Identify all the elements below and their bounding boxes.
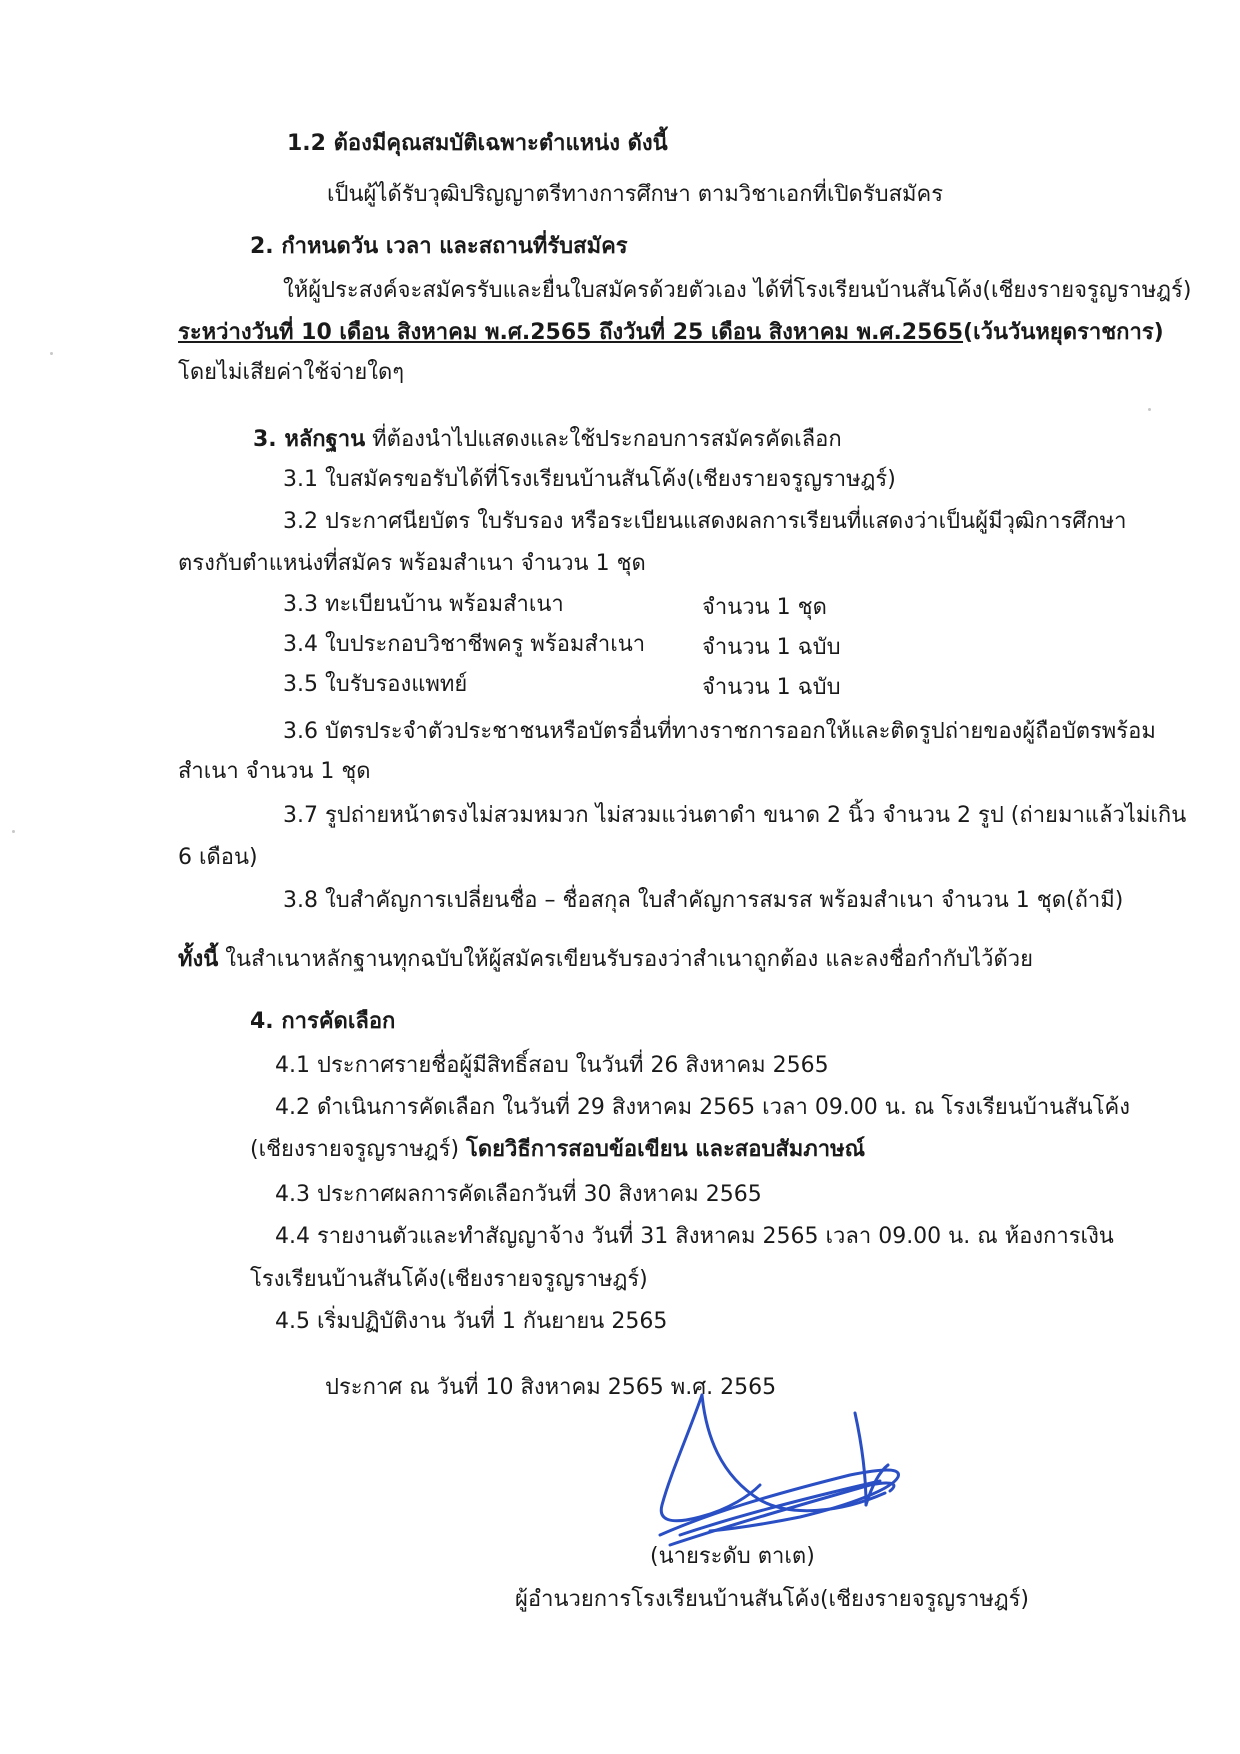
- announcement-date: ประกาศ ณ วันที่ 10 สิงหาคม 2565 พ.ศ. 2565: [325, 1375, 777, 1400]
- item-4-4-line1: 4.4 รายงานตัวและทำสัญญาจ้าง วันที่ 31 สิงหาคม 2565 เวลา 09.00 น. ณ ห้องการเงิน: [275, 1224, 1114, 1249]
- item-3-6-line2: สำเนา จำนวน 1 ชุด: [178, 759, 371, 784]
- item-4-5: 4.5 เริ่มปฏิบัติงาน วันที่ 1 กันยายน 2565: [275, 1309, 668, 1334]
- signer-position: ผู้อำนวยการโรงเรียนบ้านสันโค้ง(เชียงรายจรูญราษฎร์): [515, 1587, 1029, 1612]
- scan-speck: [50, 352, 53, 355]
- item-4-1: 4.1 ประกาศรายชื่อผู้มีสิทธิ์สอบ ในวันที่ 26 สิงหาคม 2565: [275, 1053, 829, 1078]
- note-bold: ทั้งนี้: [178, 947, 219, 972]
- item-3-5-quantity: จำนวน 1 ฉบับ: [702, 675, 841, 700]
- signature-image: [640, 1385, 920, 1565]
- item-4-4-line2: โรงเรียนบ้านสันโค้ง(เชียงรายจรูญราษฎร์): [250, 1267, 648, 1292]
- section-2-period-line: [178, 318, 1164, 348]
- item-3-4-quantity: จำนวน 1 ฉบับ: [702, 635, 841, 660]
- section-2-heading: 2. กำหนดวัน เวลา และสถานที่รับสมัคร: [250, 234, 628, 259]
- note-line: [178, 945, 1033, 975]
- item-3-7-line2: 6 เดือน): [178, 845, 258, 870]
- item-4-3: 4.3 ประกาศผลการคัดเลือกวันที่ 30 สิงหาคม 2565: [275, 1182, 762, 1207]
- item-3-2-line2: ตรงกับตำแหน่งที่สมัคร พร้อมสำเนา จำนวน 1 ชุด: [178, 551, 646, 576]
- scan-speck: [12, 830, 15, 833]
- section-3-heading-bold: 3. หลักฐาน: [253, 427, 366, 452]
- item-4-2-method: โดยวิธีการสอบข้อเขียน และสอบสัมภาษณ์: [466, 1137, 866, 1162]
- item-3-2-line1: 3.2 ประกาศนียบัตร ใบรับรอง หรือระเบียนแสดงผลการเรียนที่แสดงว่าเป็นผู้มีวุฒิการศึกษา: [283, 509, 1127, 534]
- item-3-1: 3.1 ใบสมัครขอรับได้ที่โรงเรียนบ้านสันโค้ง(เชียงรายจรูญราษฎร์): [283, 467, 896, 492]
- section-1-2-text: เป็นผู้ได้รับวุฒิปริญญาตรีทางการศึกษา ตามวิชาเอกที่เปิดรับสมัคร: [327, 182, 944, 207]
- item-3-4: 3.4 ใบประกอบวิชาชีพครู พร้อมสำเนา: [283, 632, 646, 657]
- application-period-note: (เว้นวันหยุดราชการ): [963, 320, 1164, 345]
- scan-speck: [1148, 408, 1151, 411]
- item-3-6-line1: 3.6 บัตรประจำตัวประชาชนหรือบัตรอื่นที่ทางราชการออกให้และติดรูปถ่ายของผู้ถือบัตรพร้อม: [283, 719, 1156, 744]
- application-period: ระหว่างวันที่ 10 เดือน สิงหาคม พ.ศ.2565 ถึงวันที่ 25 เดือน สิงหาคม พ.ศ.2565: [178, 320, 964, 345]
- item-3-3-quantity: จำนวน 1 ชุด: [702, 595, 827, 620]
- item-4-2-line2: [250, 1135, 865, 1165]
- section-1-2-heading: 1.2 ต้องมีคุณสมบัติเฉพาะตำแหน่ง ดังนี้: [287, 131, 668, 156]
- section-2-line1: ให้ผู้ประสงค์จะสมัครรับและยื่นใบสมัครด้วยตัวเอง ได้ที่โรงเรียนบ้านสันโค้ง(เชียงรายจรูญราษฎร์): [283, 278, 1192, 303]
- section-3-heading: [253, 425, 842, 455]
- section-2-line3: โดยไม่เสียค่าใช้จ่ายใดๆ: [178, 360, 405, 385]
- item-3-5: 3.5 ใบรับรองแพทย์: [283, 672, 468, 697]
- item-3-7-line1: 3.7 รูปถ่ายหน้าตรงไม่สวมหมวก ไม่สวมแว่นตาดำ ขนาด 2 นิ้ว จำนวน 2 รูป (ถ่ายมาแล้วไม่เกิน: [283, 803, 1187, 828]
- signer-name: (นายระดับ ตาเต): [650, 1544, 815, 1569]
- item-4-2-line2-text: (เชียงรายจรูญราษฎร์): [250, 1137, 467, 1162]
- note-text: ในสำเนาหลักฐานทุกฉบับให้ผู้สมัครเขียนรับรองว่าสำเนาถูกต้อง และลงชื่อกำกับไว้ด้วย: [218, 947, 1034, 972]
- section-3-heading-rest: ที่ต้องนำไปแสดงและใช้ประกอบการสมัครคัดเลือก: [365, 427, 842, 452]
- item-4-2-line1: 4.2 ดำเนินการคัดเลือก ในวันที่ 29 สิงหาคม 2565 เวลา 09.00 น. ณ โรงเรียนบ้านสันโค้ง: [275, 1095, 1130, 1120]
- item-3-3: 3.3 ทะเบียนบ้าน พร้อมสำเนา: [283, 592, 564, 617]
- section-4-heading: 4. การคัดเลือก: [250, 1009, 396, 1034]
- item-3-8: 3.8 ใบสำคัญการเปลี่ยนชื่อ – ชื่อสกุล ใบสำคัญการสมรส พร้อมสำเนา จำนวน 1 ชุด(ถ้ามี): [283, 888, 1124, 913]
